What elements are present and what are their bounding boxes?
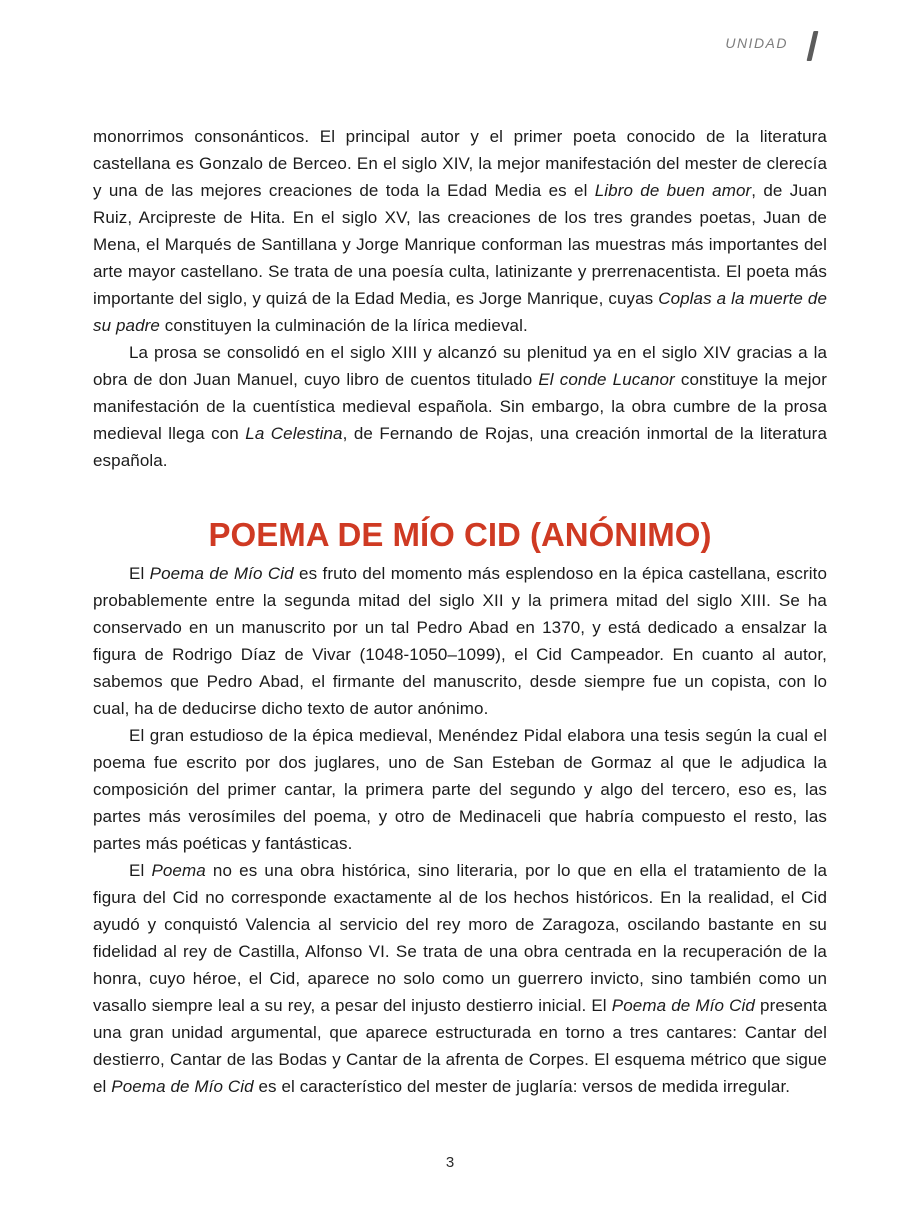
paragraph-text: es fruto del momento más esplendoso en la épica castellana, escrito probablemente entre la segunda mitad del siglo XII y la primera mitad del siglo XIII. Se ha conservado en un manuscrito por un tal Pedro Abad en 1370, y está dedicado a ensalzar la figura de Rodrigo Díaz de Vivar (1048-1050–1099), el Cid Campeador. En cuanto al autor, sabemos que Pedro Abad, el firmante del manuscrito, desde siempre fue un copista, con lo cual, ha de deducirse dicho texto de autor anónimo. xyxy=(93,564,828,718)
work-title-italic: Poema de Mío Cid xyxy=(111,1077,254,1096)
paragraph-text: El xyxy=(129,564,150,583)
work-title-italic: Coplas a la muerte de su padre xyxy=(93,289,827,335)
work-title-italic: Poema de Mío Cid xyxy=(149,564,294,583)
page-header xyxy=(725,31,820,61)
unit-number-bar-icon xyxy=(807,31,819,61)
paragraph-text: es el característico del mester de juglaría: versos de medida irregular. xyxy=(253,1077,791,1096)
paragraph-text: El gran estudioso de la épica medieval, Menéndez Pidal elabora una tesis según la cual el poema fue escrito por dos juglares, uno de San Esteban de Gormaz al que le adjudica la composición del primer cantar, la primera parte del segundo y algo del tercero, eso es, las partes más verosímiles del poema, y otro de Medinaceli que habría compuesto el resto, las partes más poéticas y fantásticas. xyxy=(93,726,827,853)
page-number: 3 xyxy=(445,1154,455,1171)
paragraph-text: , de Fernando de Rojas, una creación inmortal de la literatura española. xyxy=(93,424,827,470)
page-footer xyxy=(0,1153,900,1173)
intro-paragraphs xyxy=(93,123,827,474)
page-content xyxy=(93,123,827,1100)
work-title-italic: El conde Lucanor xyxy=(538,370,675,389)
paragraph-text: monorrimos consonánticos. El principal autor y el primer poeta conocido de la literatura castellana es Gonzalo de Berceo. En el siglo XIV, la mejor manifestación del mester de clerecía y una de las mejores creaciones de toda la Edad Media es el xyxy=(93,127,827,200)
work-title-italic: Poema xyxy=(151,861,206,880)
section-heading: POEMA DE MÍO CID (ANÓNIMO) xyxy=(208,516,712,553)
section-paragraphs xyxy=(93,560,827,1100)
paragraph-text: no es una obra histórica, sino literaria, por lo que en ella el tratamiento de la figura del Cid no corresponde exactamente al de los hechos históricos. En la realidad, el Cid ayudó y conquistó Valencia al servicio del rey moro de Zaragoza, oscilando bastante en su fidelidad al rey de Castilla, Alfonso VI. Se trata de una obra centrada en la recuperación de la honra, cuyo héroe, el Cid, aparece no solo como un guerrero invicto, sino también como un vasallo siempre leal a su rey, a pesar del injusto destierro inicial. El xyxy=(93,861,828,1015)
paragraph-text: La prosa se consolidó en el siglo XIII y alcanzó su plenitud ya en el siglo XIV gracias a la obra de don Juan Manuel, cuyo libro de cuentos titulado xyxy=(93,343,827,389)
work-title-italic: Libro de buen amor xyxy=(594,181,752,200)
paragraph xyxy=(93,123,827,339)
paragraph-text: constituye la mejor manifestación de la cuentística medieval española. Sin embargo, la obra cumbre de la prosa medieval llega con xyxy=(93,370,828,443)
paragraph xyxy=(93,560,827,722)
work-title-italic: La Celestina xyxy=(245,424,343,443)
unit-number-text xyxy=(806,31,807,32)
paragraph-text: presenta una gran unidad argumental, que aparece estructurada en torno a tres cantares: Cantar del destierro, Cantar de las Bodas y Cantar de la afrenta de Corpes. El esquema métrico que sigue el xyxy=(93,996,827,1096)
paragraph-text: constituyen la culminación de la lírica medieval. xyxy=(159,316,528,335)
unit-label: UNIDAD xyxy=(725,35,788,51)
work-title-italic: Poema de Mío Cid xyxy=(611,996,755,1015)
paragraph-text: El xyxy=(129,861,152,880)
unit-number xyxy=(806,31,820,61)
paragraph xyxy=(93,339,827,474)
paragraph-text: , de Juan Ruiz, Arcipreste de Hita. En el siglo XV, las creaciones de los tres grandes poetas, Juan de Mena, el Marqués de Santillana y Jorge Manrique conforman las muestras más importantes del arte mayor castellano. Se trata de una poesía culta, latinizante y prerrenacentista. El poeta más importante del siglo, y quizá de la Edad Media, es Jorge Manrique, cuyas xyxy=(93,181,828,308)
paragraph xyxy=(93,722,827,857)
paragraph xyxy=(93,857,827,1100)
